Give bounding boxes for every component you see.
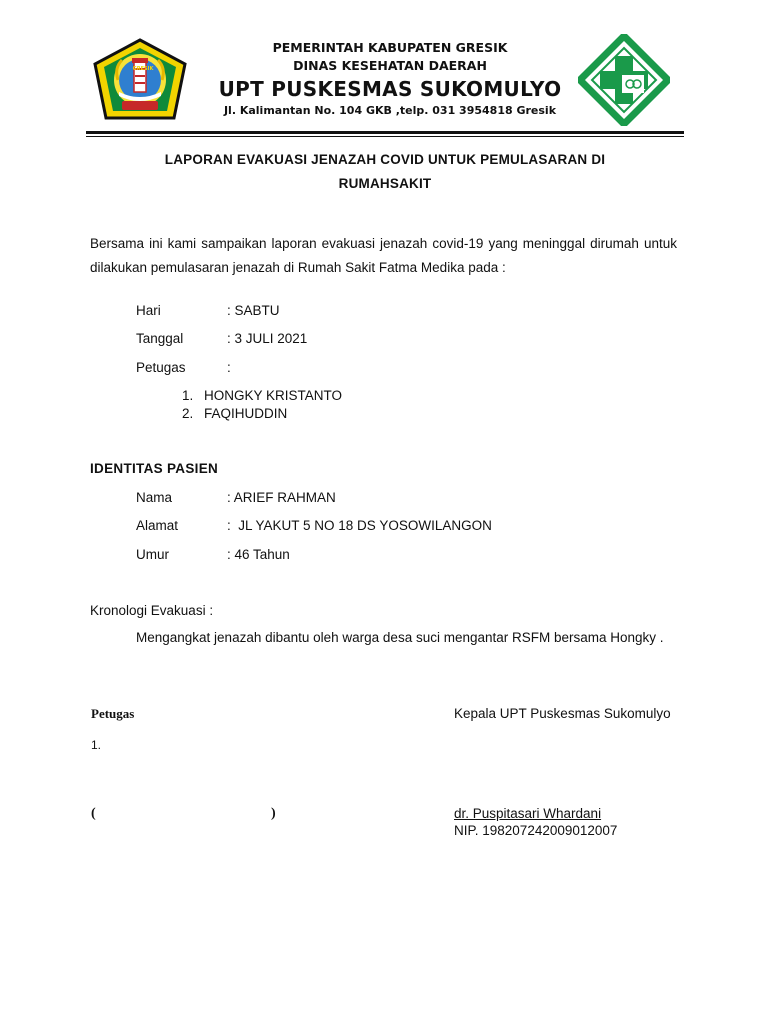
intro-paragraph: Bersama ini kami sampaikan laporan evakuasi jenazah covid-19 yang meninggal dirumah untuk dilakukan pemulasaran jenazah di Rumah Sakit Fatma Medika pada : (90, 236, 677, 275)
chronology-heading: Kronologi Evakuasi : (90, 603, 214, 618)
puskesmas-cross-logo-icon (578, 34, 670, 126)
header-rule-thin (86, 136, 684, 137)
patient-heading: IDENTITAS PASIEN (90, 461, 219, 476)
header-rule-thick (86, 131, 684, 134)
title-line-2: RUMAHSAKIT (338, 176, 432, 191)
petugas-label: Petugas (136, 360, 186, 375)
chronology-text: Mengangkat jenazah dibantu oleh warga desa suci mengantar RSFM bersama Hongky . (136, 630, 664, 645)
institution-address: Jl. Kalimantan No. 104 GKB ,telp. 031 3954818 Gresik (223, 104, 557, 117)
officer-sign-close-paren: ) (271, 806, 276, 821)
alamat-label: Alamat (136, 518, 179, 533)
emblem-text: GRESIK (132, 66, 154, 72)
gresik-emblem-icon (92, 38, 188, 122)
agency-name: DINAS KESEHATAN DAERAH (293, 58, 487, 73)
umur-label: Umur (136, 547, 169, 562)
govt-name: PEMERINTAH KABUPATEN GRESIK (272, 40, 508, 55)
hari-label: Hari (136, 303, 161, 318)
nama-value: : ARIEF RAHMAN (227, 490, 336, 505)
officer-sign-open-paren: ( (91, 806, 96, 821)
head-sign-name: dr. Puspitasari Whardani (454, 806, 602, 821)
officer-1-number: 1. (182, 388, 194, 403)
officer-sign-number: 1. (91, 738, 102, 752)
officer-1-name: HONGKY KRISTANTO (204, 388, 343, 403)
officer-2-number: 2. (182, 406, 194, 421)
title-line-1: LAPORAN EVAKUASI JENAZAH COVID UNTUK PEMULASARAN DI (164, 152, 606, 167)
alamat-value: : JL YAKUT 5 NO 18 DS YOSOWILANGON (227, 518, 492, 533)
tanggal-value: : 3 JULI 2021 (227, 331, 308, 346)
nama-label: Nama (136, 490, 173, 505)
document-title (86, 152, 684, 191)
head-sign-label: Kepala UPT Puskesmas Sukomulyo (454, 706, 671, 721)
officer-2-name: FAQIHUDDIN (204, 406, 288, 421)
hari-value: : SABTU (227, 303, 280, 318)
head-sign-nip: NIP. 198207242009012007 (454, 823, 618, 838)
officer-sign-label: Petugas (91, 706, 135, 721)
petugas-value: : (227, 360, 231, 375)
tanggal-label: Tanggal (136, 331, 184, 346)
institution-name: UPT PUSKESMAS SUKOMULYO (218, 77, 562, 101)
umur-value: : 46 Tahun (227, 547, 290, 562)
